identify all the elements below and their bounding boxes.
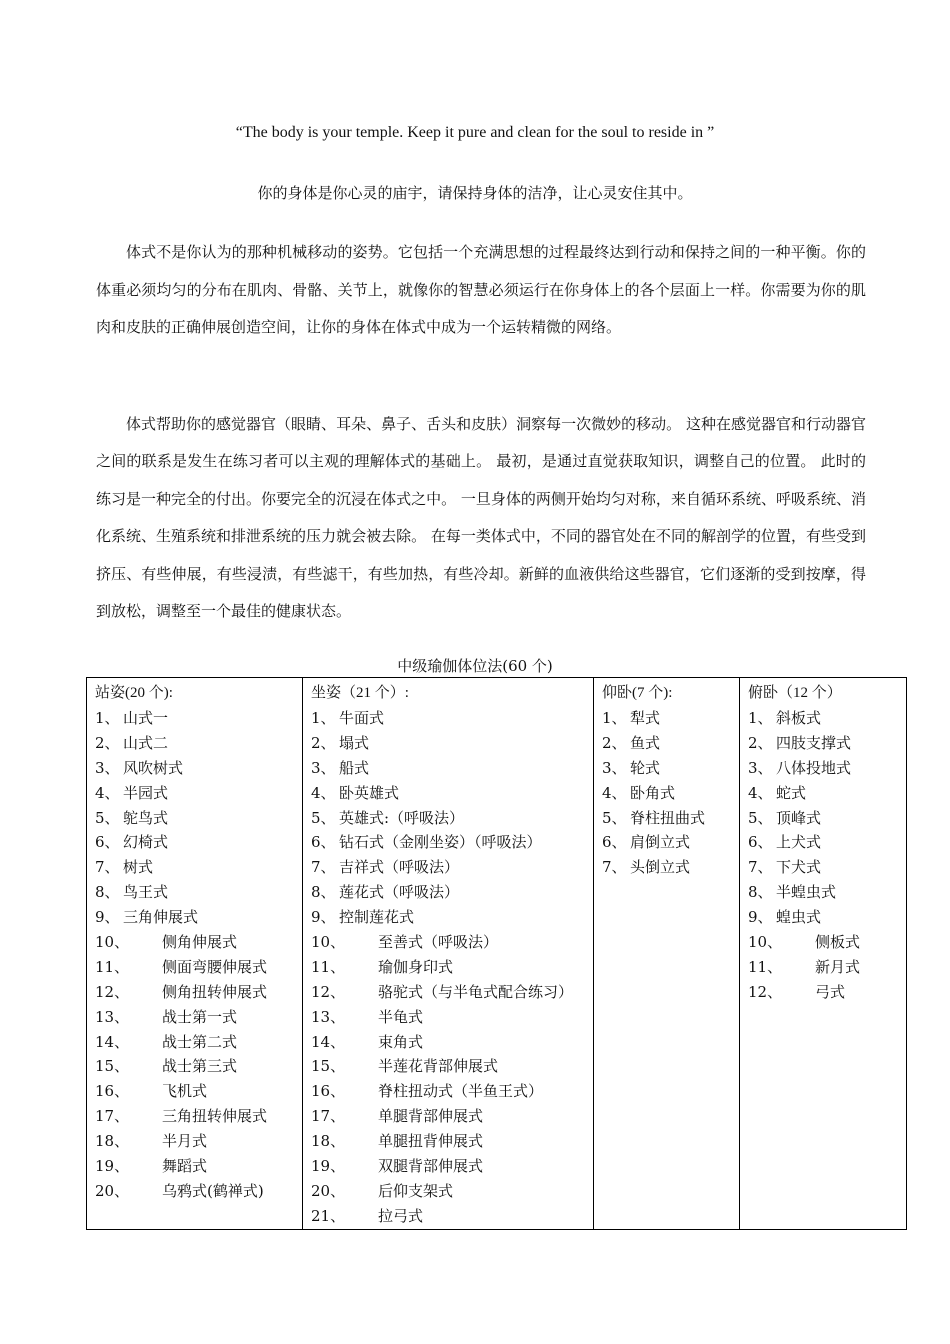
- column-header-prone: 俯卧（12 个）: [748, 685, 842, 701]
- pose-item: [95, 781, 302, 806]
- pose-number: 12、: [748, 982, 783, 1001]
- pose-number: 9、: [95, 908, 120, 927]
- pose-number: 1、: [748, 709, 773, 727]
- pose-name: 半莲花背部伸展式: [378, 1057, 499, 1076]
- pose-name: 侧角扭转伸展式: [162, 982, 268, 1001]
- pose-name: 顶峰式: [776, 808, 822, 827]
- pose-item: [748, 706, 906, 731]
- column-header-standing: 站姿(20 个):: [95, 685, 173, 701]
- pose-item: [748, 756, 906, 781]
- pose-name: 下犬式: [776, 858, 822, 877]
- pose-item: [602, 830, 739, 855]
- pose-number: 7、: [311, 858, 336, 877]
- pose-list-prone: [748, 706, 906, 1005]
- pose-item: [95, 756, 302, 781]
- pose-item: [95, 830, 302, 855]
- pose-item: [311, 980, 593, 1005]
- pose-name: 鸟王式: [123, 883, 169, 902]
- column-header-supine: 仰卧(7 个):: [602, 685, 673, 701]
- pose-item: [95, 1030, 302, 1055]
- pose-number: 13、: [311, 1007, 346, 1026]
- pose-item: [95, 905, 302, 930]
- pose-number: 7、: [748, 858, 773, 877]
- pose-item: [311, 706, 593, 731]
- pose-name: 侧板式: [815, 933, 861, 952]
- pose-item: [95, 1129, 302, 1154]
- pose-name: 头倒立式: [630, 858, 691, 877]
- pose-name: 三角扭转伸展式: [162, 1107, 268, 1126]
- pose-name: 风吹树式: [123, 758, 184, 777]
- pose-list-sitting: [311, 706, 593, 1229]
- pose-name: 蛇式: [776, 783, 807, 802]
- pose-number: 6、: [602, 833, 627, 852]
- pose-number: 18、: [311, 1132, 346, 1151]
- pose-item: [95, 1104, 302, 1129]
- pose-number: 4、: [311, 783, 336, 802]
- pose-number: 16、: [95, 1082, 130, 1101]
- pose-item: [95, 1054, 302, 1079]
- pose-number: 5、: [602, 808, 627, 827]
- pose-name: 犁式: [630, 709, 661, 727]
- pose-item: [748, 955, 906, 980]
- pose-number: 3、: [602, 758, 627, 777]
- english-quote: “The body is your temple. Keep it pure and clean for the soul to reside in ”: [235, 124, 715, 141]
- pose-number: 15、: [311, 1057, 346, 1076]
- pose-number: 11、: [311, 957, 346, 976]
- pose-item: [95, 855, 302, 880]
- pose-number: 3、: [95, 758, 120, 777]
- pose-name: 束角式: [378, 1032, 424, 1051]
- column-standing: [87, 678, 303, 1230]
- pose-number: 6、: [95, 833, 120, 852]
- pose-name: 半蝗虫式: [776, 883, 837, 902]
- pose-item: [748, 880, 906, 905]
- pose-name: 脊柱扭曲式: [630, 808, 706, 827]
- pose-name: 战士第一式: [162, 1007, 238, 1026]
- pose-name: 侧角伸展式: [162, 933, 238, 952]
- pose-name: 骆驼式（与半龟式配合练习）: [378, 982, 574, 1001]
- pose-table: [86, 677, 907, 1230]
- pose-number: 18、: [95, 1132, 130, 1151]
- pose-item: [95, 1079, 302, 1104]
- pose-number: 5、: [748, 808, 773, 827]
- pose-item: [311, 1129, 593, 1154]
- pose-number: 6、: [748, 833, 773, 852]
- pose-number: 4、: [95, 783, 120, 802]
- pose-number: 10、: [311, 933, 346, 952]
- pose-item: [602, 855, 739, 880]
- pose-name: 瑜伽身印式: [378, 957, 454, 976]
- pose-item: [311, 756, 593, 781]
- pose-name: 卧角式: [630, 783, 676, 802]
- pose-name: 乌鸦式(鹤禅式): [162, 1181, 264, 1200]
- pose-number: 15、: [95, 1057, 130, 1076]
- pose-name: 莲花式（呼吸法）: [339, 883, 460, 902]
- pose-number: 9、: [748, 908, 773, 927]
- pose-item: [311, 1030, 593, 1055]
- pose-name: 弓式: [815, 982, 846, 1001]
- pose-number: 17、: [95, 1107, 130, 1126]
- pose-number: 4、: [748, 783, 773, 802]
- pose-number: 20、: [311, 1181, 346, 1200]
- pose-item: [311, 1079, 593, 1104]
- pose-item: [602, 731, 739, 756]
- pose-number: 2、: [748, 733, 773, 752]
- pose-name: 鱼式: [630, 733, 661, 752]
- pose-name: 山式一: [123, 709, 169, 727]
- pose-item: [95, 1005, 302, 1030]
- pose-number: 11、: [748, 957, 783, 976]
- pose-item: [748, 930, 906, 955]
- pose-item: [95, 980, 302, 1005]
- pose-name: 蝗虫式: [776, 908, 822, 927]
- pose-item: [602, 756, 739, 781]
- pose-name: 舞蹈式: [162, 1157, 208, 1176]
- pose-item: [95, 955, 302, 980]
- pose-name: 半园式: [123, 783, 169, 802]
- pose-item: [95, 806, 302, 831]
- pose-name: 钻石式（金刚坐姿）（呼吸法）: [339, 833, 542, 852]
- pose-item: [95, 706, 302, 731]
- pose-number: 8、: [748, 883, 773, 902]
- pose-name: 控制莲花式: [339, 908, 415, 927]
- pose-name: 吉祥式（呼吸法）: [339, 858, 460, 877]
- pose-item: [311, 905, 593, 930]
- pose-name: 肩倒立式: [630, 833, 691, 852]
- pose-name: 单腿扭背伸展式: [378, 1132, 484, 1151]
- pose-name: 山式二: [123, 733, 169, 752]
- chinese-quote: 你的身体是你心灵的庙宇，请保持身体的洁净，让心灵安住其中。: [257, 184, 693, 202]
- pose-item: [95, 1179, 302, 1204]
- column-header-sitting: 坐姿（21 个）:: [311, 685, 409, 701]
- pose-name: 战士第三式: [162, 1057, 238, 1076]
- pose-number: 5、: [311, 808, 336, 827]
- pose-name: 幻椅式: [123, 833, 169, 852]
- pose-number: 19、: [95, 1157, 130, 1176]
- pose-number: 19、: [311, 1157, 346, 1176]
- pose-number: 4、: [602, 783, 627, 802]
- pose-number: 16、: [311, 1082, 346, 1101]
- pose-name: 半龟式: [378, 1007, 424, 1026]
- pose-number: 20、: [95, 1181, 130, 1200]
- pose-name: 飞机式: [162, 1082, 208, 1101]
- pose-item: [311, 1005, 593, 1030]
- pose-number: 8、: [95, 883, 120, 902]
- pose-item: [311, 806, 593, 831]
- pose-number: 12、: [95, 982, 130, 1001]
- pose-item: [95, 880, 302, 905]
- pose-number: 21、: [311, 1206, 346, 1225]
- pose-name: 轮式: [630, 758, 661, 777]
- pose-name: 至善式（呼吸法）: [378, 933, 499, 952]
- pose-name: 鸵鸟式: [123, 808, 169, 827]
- pose-item: [748, 830, 906, 855]
- pose-item: [311, 1054, 593, 1079]
- pose-number: 12、: [311, 982, 346, 1001]
- pose-item: [748, 781, 906, 806]
- pose-name: 八体投地式: [776, 758, 852, 777]
- pose-item: [95, 1154, 302, 1179]
- pose-name: 三角伸展式: [123, 908, 199, 927]
- pose-name: 斜板式: [776, 709, 822, 727]
- pose-name: 拉弓式: [378, 1206, 424, 1225]
- pose-item: [95, 930, 302, 955]
- pose-name: 牛面式: [339, 709, 385, 727]
- pose-item: [748, 980, 906, 1005]
- pose-number: 17、: [311, 1107, 346, 1126]
- pose-item: [311, 1154, 593, 1179]
- pose-name: 半月式: [162, 1132, 208, 1151]
- pose-number: 1、: [311, 709, 336, 727]
- pose-name: 战士第二式: [162, 1032, 238, 1051]
- pose-number: 11、: [95, 957, 130, 976]
- pose-item: [311, 1179, 593, 1204]
- table-title: 中级瑜伽体位法(60 个): [397, 657, 553, 675]
- pose-item: [311, 880, 593, 905]
- pose-item: [311, 1204, 593, 1229]
- pose-name: 后仰支架式: [378, 1181, 454, 1200]
- pose-number: 2、: [95, 733, 120, 752]
- pose-item: [602, 706, 739, 731]
- pose-item: [602, 781, 739, 806]
- pose-number: 3、: [748, 758, 773, 777]
- pose-item: [748, 806, 906, 831]
- pose-number: 13、: [95, 1007, 130, 1026]
- pose-number: 2、: [311, 733, 336, 752]
- pose-name: 英雄式:（呼吸法）: [339, 808, 465, 827]
- pose-name: 树式: [123, 858, 154, 877]
- pose-number: 7、: [95, 858, 120, 877]
- pose-name: 四肢支撑式: [776, 733, 852, 752]
- pose-name: 船式: [339, 758, 370, 777]
- pose-item: [748, 905, 906, 930]
- column-sitting: [303, 678, 594, 1230]
- pose-number: 10、: [95, 933, 130, 952]
- pose-item: [311, 1104, 593, 1129]
- pose-name: 上犬式: [776, 833, 822, 852]
- pose-item: [311, 930, 593, 955]
- pose-item: [602, 806, 739, 831]
- pose-item: [748, 731, 906, 756]
- pose-list-supine: [602, 706, 739, 880]
- pose-name: 侧面弯腰伸展式: [162, 957, 268, 976]
- pose-name: 脊柱扭动式（半鱼王式）: [378, 1082, 544, 1101]
- column-prone: [740, 678, 907, 1230]
- pose-item: [748, 855, 906, 880]
- pose-number: 10、: [748, 933, 783, 952]
- pose-item: [311, 781, 593, 806]
- pose-item: [311, 830, 593, 855]
- pose-number: 5、: [95, 808, 120, 827]
- pose-number: 1、: [95, 709, 120, 727]
- column-supine: [594, 678, 740, 1230]
- pose-number: 8、: [311, 883, 336, 902]
- pose-item: [311, 955, 593, 980]
- pose-number: 1、: [602, 709, 627, 727]
- pose-number: 9、: [311, 908, 336, 927]
- pose-name: 塌式: [339, 733, 370, 752]
- pose-number: 6、: [311, 833, 336, 852]
- paragraph-asana-definition: 体式不是你认为的那种机械移动的姿势。它包括一个充满思想的过程最终达到行动和保持之间的一种平衡。你的体重必须均匀的分布在肌肉、骨骼、关节上，就像你的智慧必须运行在你身体上的各个层面上一样。你需要为你的肌肉和皮肤的正确伸展创造空间，让你的身体在体式中成为一个运转精微的网络。: [96, 243, 866, 337]
- pose-list-standing: [95, 706, 302, 1204]
- pose-name: 双腿背部伸展式: [378, 1157, 484, 1176]
- pose-item: [311, 855, 593, 880]
- pose-item: [95, 731, 302, 756]
- pose-number: 2、: [602, 733, 627, 752]
- pose-name: 卧英雄式: [339, 783, 400, 802]
- pose-number: 14、: [311, 1032, 346, 1051]
- pose-number: 14、: [95, 1032, 130, 1051]
- pose-name: 新月式: [815, 957, 861, 976]
- paragraph-asana-benefits: 体式帮助你的感觉器官（眼睛、耳朵、鼻子、舌头和皮肤）洞察每一次微妙的移动。 这种在感觉器官和行动器官之间的联系是发生在练习者可以主观的理解体式的基础上。 最初，是通过直觉获取知识，调整自己的位置。 此时的练习是一种完全的付出。你要完全的沉浸在体式之中。 一旦身体的两侧开始均匀对称，来自循环系统、呼吸系统、消化系统、生殖系统和排泄系统的压力就会被去除。 在每一类体式中，不同的器官处在不同的解剖学的位置，有些受到挤压、有些伸展，有些浸渍，有些滤干，有些加热，有些冷却。新鲜的血液供给这些器官，它们逐渐的受到按摩，得到放松，调整至一个最佳的健康状态。: [96, 415, 866, 621]
- pose-name: 单腿背部伸展式: [378, 1107, 484, 1126]
- pose-item: [311, 731, 593, 756]
- pose-number: 3、: [311, 758, 336, 777]
- pose-number: 7、: [602, 858, 627, 877]
